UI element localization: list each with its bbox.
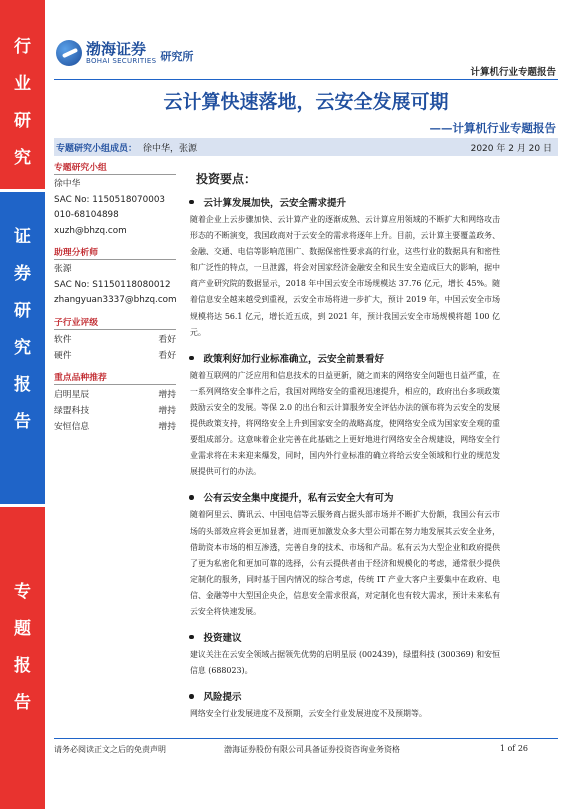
section-body: 随着阿里云、腾讯云、中国电信等云服务商占据头部市场并不断扩大份额，我国公有云市场的头部效应将会更加显著，进而更加激发众多大型公司都在努力地发展其云安全业务，借助资本市场的相互渗透，完善自身的技术、市场和产品。私有云为大型企业和政府提供了更为私密化和更加可靠的选择，公有云提供者由于经济和规模化的考虑，通常很少提供定制化的服务，同时基于国内情况的综合考虑，传统 IT 产业大客户主要集中在政府、电信、金融等中大型国企央企，信息安全需求很高，对定制化也有较大需求，预计未来私有云安全将快速发展。 (190, 510, 500, 616)
company-logo (56, 40, 193, 66)
logo-cn: 渤海证券 (86, 40, 147, 58)
page-title: 云计算快速落地，云安全发展可期 (163, 91, 449, 113)
stock-row (54, 403, 176, 419)
section-body: 建议关注在云安全领域占据领先优势的启明星辰 (002439)，绿盟科技 (300369) 和安恒信息 (688023)。 (190, 650, 500, 676)
analyst-phone: 010-68104898 (54, 210, 119, 220)
info-sidebar (54, 160, 176, 435)
investment-points-heading: 投资要点： (196, 172, 257, 186)
members-names: 徐中华，张源 (143, 143, 198, 154)
section-title: 云计算发展加快，云安全需求提升 (203, 198, 347, 209)
assistant-sac: SAC No: S1150118080012 (54, 279, 171, 290)
section-title: 投资建议 (203, 633, 242, 645)
side-char: 证 (14, 227, 31, 248)
stocks-heading: 重点品种推荐 (54, 370, 176, 385)
stock-rating: 增持 (158, 405, 176, 416)
rating-industry: 软件 (54, 334, 72, 345)
section-heading (190, 630, 500, 644)
side-char: 究 (14, 338, 31, 359)
members-label: 专题研究小组成员： (56, 143, 138, 154)
section-body: 随着互联网的广泛应用和信息技术的日益更新，随之而来的网络安全问题也日益严重，在一系列网络安全事件之后，我国对网络安全的重视迅速提升，相应的，政府出台多项政策鼓励云安全的发展。等保 2.0 的出台和云计算服务安全评估办法的颁布将为云安全的发展提供政策支持，将网络安全上升到国家安全的战略高度，使网络安全成为国家安全观的重要组成部分。这意味着企业完善在此基础之上更好地进行网络安全合规建设，网络安全行业需求将在未来迎来爆发，同时，国内外行业标准的确立将给云安全领域和行业的规范发展提供可行的办法。 (190, 370, 500, 477)
side-char: 题 (14, 619, 31, 640)
side-char: 行 (14, 37, 31, 57)
research-group-heading: 专题研究小组 (54, 160, 176, 175)
side-char: 研 (14, 111, 31, 131)
side-char: 报 (14, 656, 31, 677)
side-char: 告 (14, 412, 31, 433)
stock-rating: 增持 (158, 389, 176, 400)
side-char: 研 (14, 301, 31, 322)
bullet-icon (189, 635, 194, 640)
header-divider (54, 79, 558, 80)
section-title: 公有云安全集中度提升，私有云安全大有可为 (203, 493, 394, 505)
section-body: 随着企业上云步骤加快、云计算产业的逐渐成熟、云计算应用领域的不断扩大和网络攻击形态的不断演变，我国政商对于云安全的需求将逐年上升。目前，云计算主要覆盖政务、金融、交通、电信等影响范围广、数据保密性要求高的行业，这些行业的数据具有和密性和广泛性的特点，一旦泄露，将会对国家经济金融安全和民生安全造成巨大的影响，据中商产业研究院的数据显示，2018 年中国云安全市场规模达 37.76 亿元，增长 45%。随着信息安全越来越受到重视，云安全市场将进一步扩大，预计 2019 年，中国云安全市场规模将达 56.1 亿元，增长近五成，到 2021 年，预计我国云安全市场规模将超 100 亿元。 (190, 215, 500, 337)
analyst-sac: SAC No: 1150518070003 (54, 194, 166, 205)
side-char: 券 (14, 264, 31, 285)
footer-disclaimer[interactable]: 请务必阅读正文之后的免责声明 (54, 745, 166, 754)
side-char: 报 (14, 375, 31, 396)
section-heading (190, 195, 500, 209)
assistant-email[interactable]: zhangyuan3337@bhzq.com (54, 295, 177, 305)
members-bar (54, 138, 558, 156)
assistant-name: 张源 (54, 264, 72, 274)
side-label-special-report (0, 507, 45, 809)
rating-value: 看好 (158, 350, 176, 361)
rating-industry: 硬件 (54, 350, 72, 361)
section-heading (190, 351, 500, 365)
rating-row (54, 332, 176, 348)
side-char: 告 (14, 693, 31, 714)
report-type: 计算机行业专题报告 (470, 67, 556, 78)
analyst-name: 徐中华 (54, 179, 81, 189)
bullet-icon (189, 694, 194, 699)
stock-name: 启明星辰 (54, 389, 90, 400)
logo-en: BOHAI SECURITIES (86, 57, 157, 65)
logo-text (86, 41, 156, 65)
page-footer (54, 744, 558, 755)
main-content (190, 170, 500, 732)
stock-name: 安恒信息 (54, 421, 90, 432)
bohai-logo-icon (56, 40, 82, 66)
bullet-icon (189, 356, 194, 361)
side-char: 究 (14, 148, 31, 168)
section-title: 政策利好加行业标准确立，云安全前景看好 (203, 353, 385, 365)
side-band (0, 0, 45, 809)
bullet-icon (189, 495, 194, 500)
side-label-securities-research (0, 192, 45, 504)
stock-name: 绿盟科技 (54, 405, 90, 416)
side-label-industry-research (0, 0, 45, 189)
assistant-heading: 助理分析师 (54, 245, 176, 260)
analyst-email[interactable]: xuzh@bhzq.com (54, 225, 127, 236)
page-subtitle: ——计算机行业专题报告 (429, 121, 556, 135)
side-char: 业 (14, 74, 31, 94)
stock-row (54, 419, 176, 435)
page-number: 1 of 26 (499, 744, 528, 753)
rating-value: 看好 (158, 334, 176, 345)
rating-row (54, 348, 176, 364)
logo-sub: 研究所 (160, 50, 194, 63)
section-heading (190, 490, 500, 504)
stock-row (54, 387, 176, 403)
stock-rating: 增持 (158, 421, 176, 432)
section-body: 网络安全行业发展进度不及预期，云安全行业发展进度不及预期等。 (190, 709, 427, 719)
report-date: 2020 年 2 月 20 日 (470, 143, 552, 154)
footer-divider (54, 738, 558, 739)
section-heading (190, 689, 500, 703)
footer-company: 渤海证券股份有限公司具备证券投资咨询业务资格 (224, 745, 400, 754)
bullet-icon (189, 200, 194, 205)
rating-heading: 子行业评级 (54, 315, 176, 330)
side-char: 专 (14, 582, 31, 603)
section-title: 风险提示 (203, 692, 242, 704)
